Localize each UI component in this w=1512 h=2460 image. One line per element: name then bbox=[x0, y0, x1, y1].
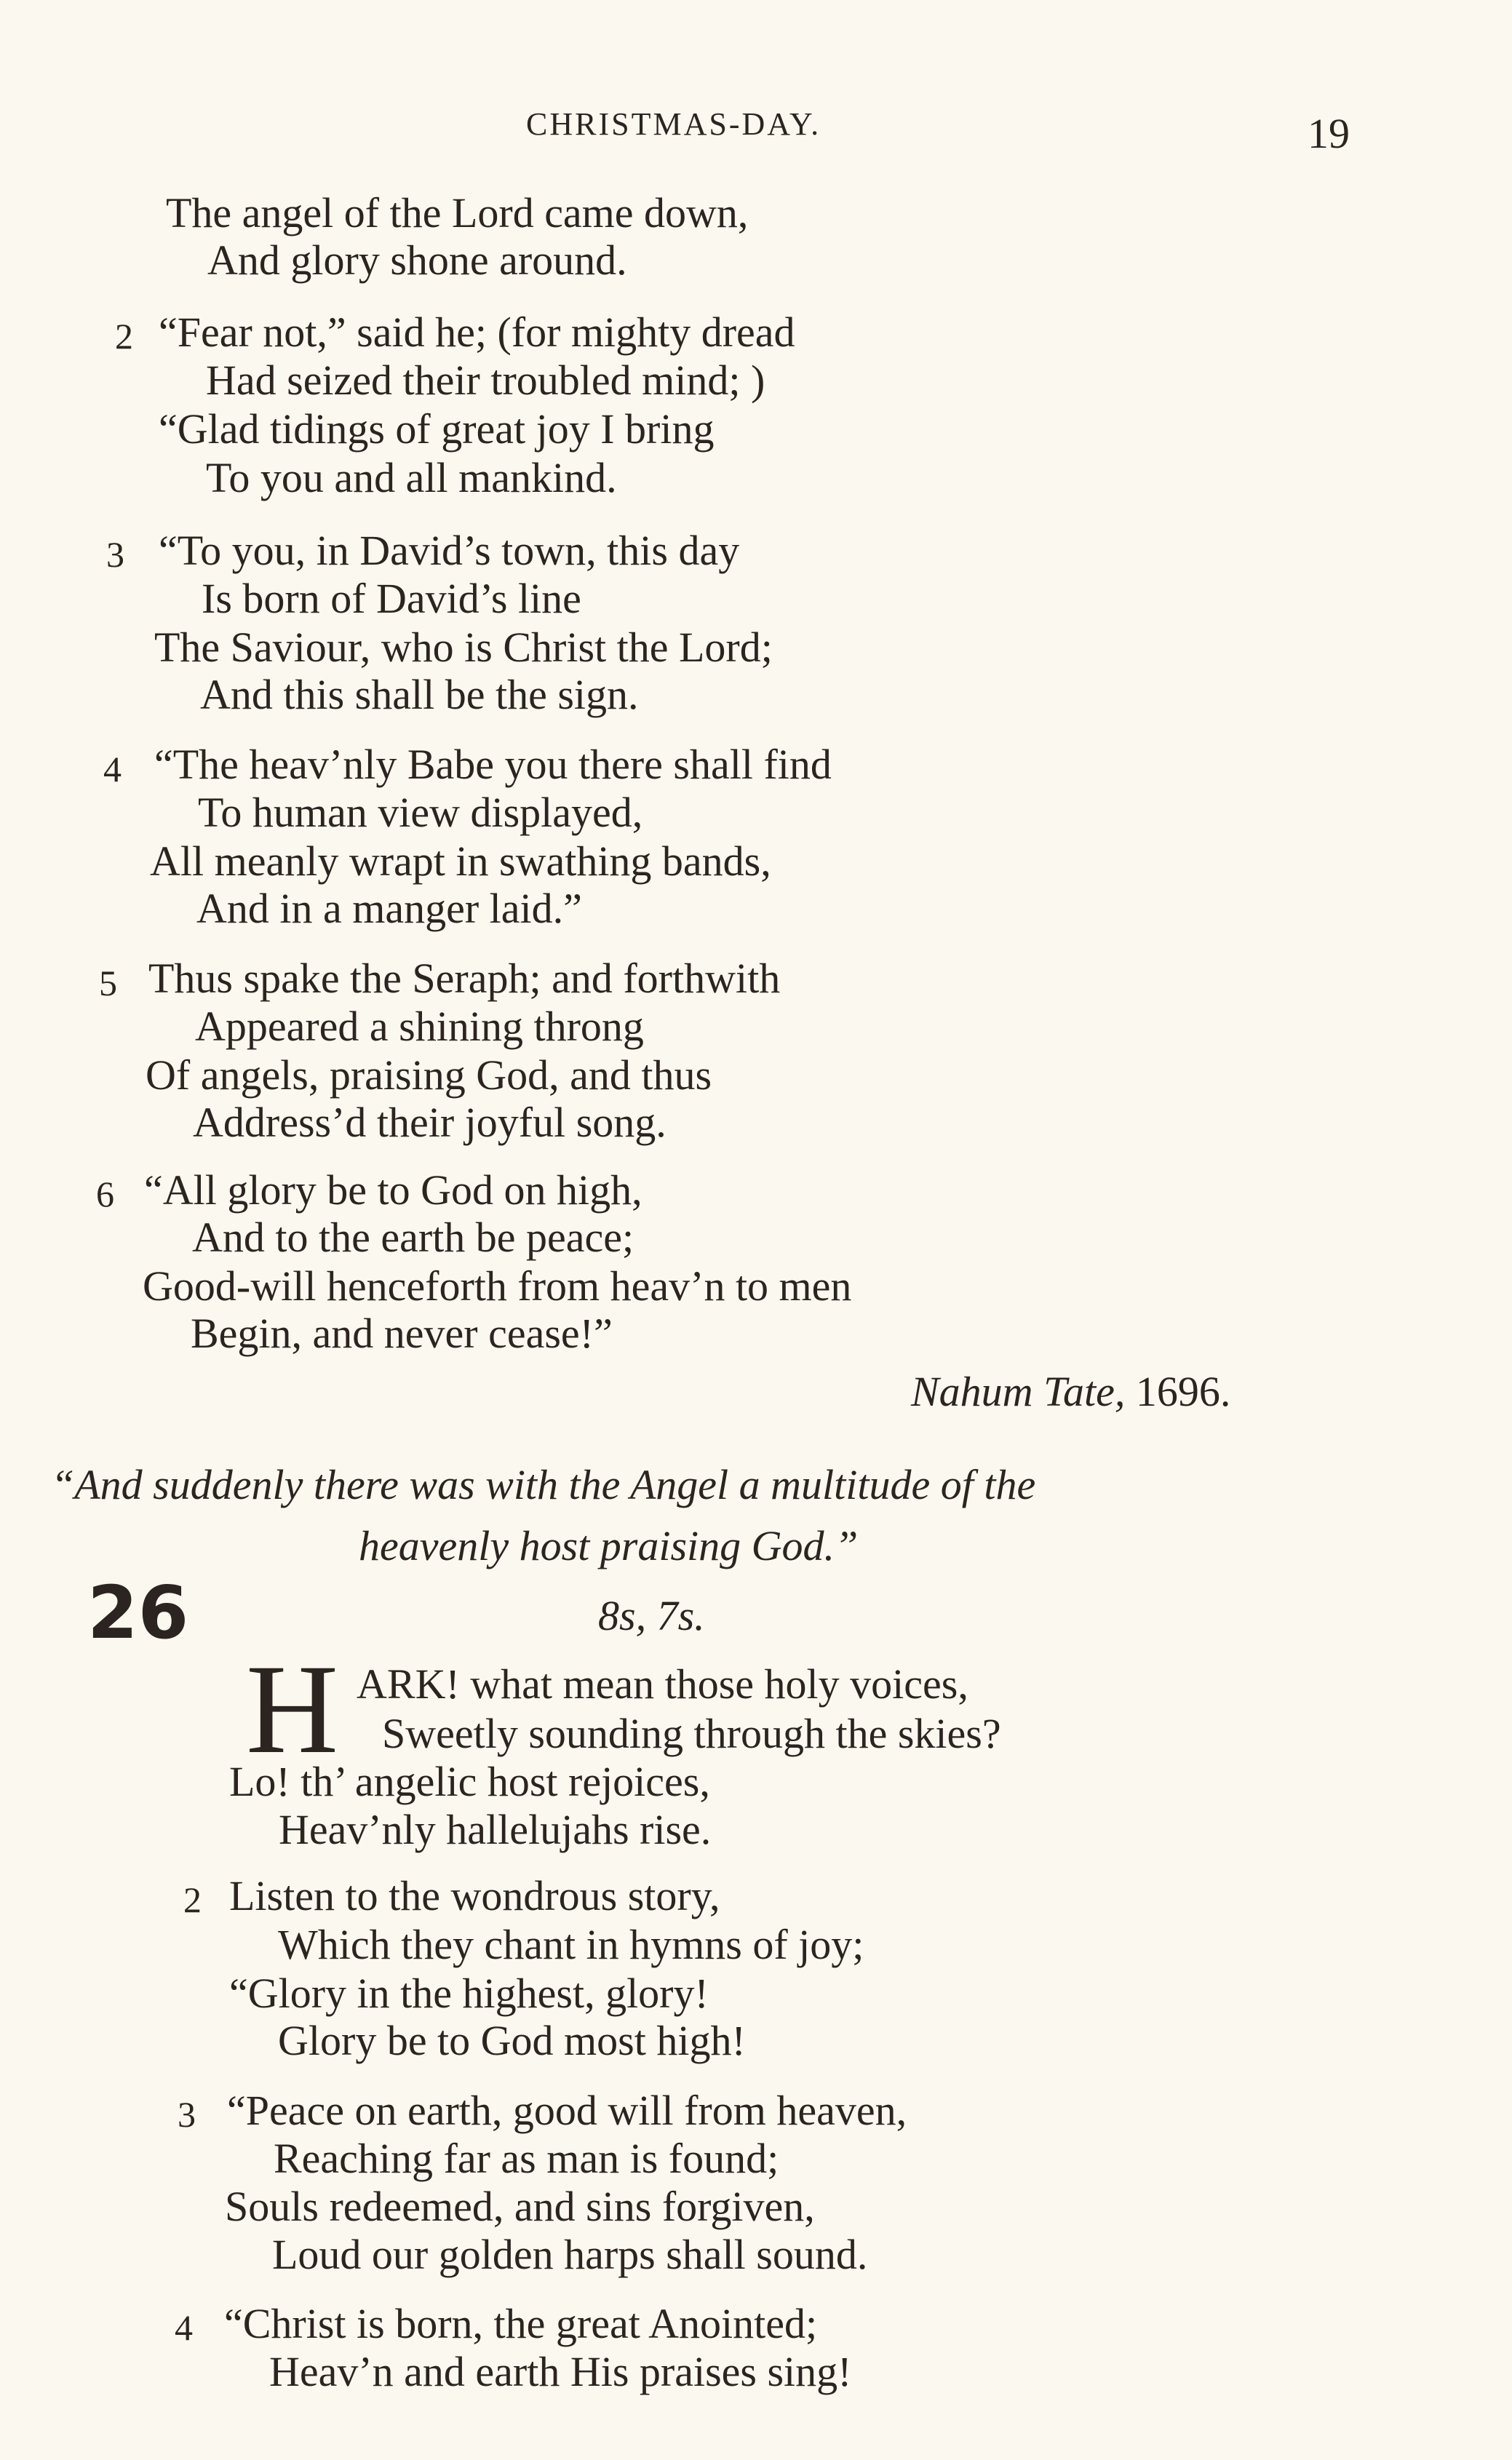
author-name: Nahum Tate, bbox=[911, 1368, 1126, 1415]
hymn-line: Begin, and never cease!” bbox=[191, 1310, 613, 1357]
hymn-line: “Peace on earth, good will from heaven, bbox=[227, 2087, 907, 2134]
hymn-line: Loud our golden harps shall sound. bbox=[272, 2231, 868, 2278]
hymn-line: All meanly wrapt in swathing bands, bbox=[150, 837, 771, 885]
verse-number: 3 bbox=[178, 2094, 196, 2135]
hymn-attribution bbox=[911, 1368, 1230, 1416]
verse-number: 5 bbox=[99, 963, 117, 1003]
hymn-line: Had seized their troubled mind; ) bbox=[206, 357, 765, 404]
hymn-line: Heav’nly hallelujahs rise. bbox=[279, 1806, 712, 1853]
verse-number: 6 bbox=[96, 1174, 114, 1214]
page-number: 19 bbox=[1308, 110, 1350, 157]
verse-number: 3 bbox=[106, 534, 124, 575]
hymn-line: “Fear not,” said he; (for mighty dread bbox=[159, 309, 795, 356]
hymn-line: “All glory be to God on high, bbox=[144, 1166, 642, 1214]
hymn-line: Heav’n and earth His praises sing! bbox=[269, 2348, 852, 2395]
hymn-line: And glory shone around. bbox=[207, 236, 627, 284]
hymn-line: Which they chant in hymns of joy; bbox=[278, 1921, 864, 1968]
hymn-line: Thus spake the Seraph; and forthwith bbox=[148, 955, 781, 1002]
running-header: CHRISTMAS-DAY. bbox=[526, 106, 821, 142]
hymn-line: Glory be to God most high! bbox=[278, 2017, 746, 2064]
epigraph-line: “And suddenly there was with the Angel a multitude of the bbox=[51, 1461, 1036, 1508]
hymn-line: The angel of the Lord came down, bbox=[166, 189, 749, 236]
hymn-line: Address’d their joyful song. bbox=[193, 1099, 667, 1146]
hymn-line: Reaching far as man is found; bbox=[274, 2135, 779, 2182]
epigraph-line: heavenly host praising God.” bbox=[359, 1522, 859, 1569]
hymn-line: Appeared a shining throng bbox=[195, 1003, 644, 1050]
verse-number: 4 bbox=[175, 2307, 193, 2348]
hymn-meter: 8s, 7s. bbox=[598, 1592, 705, 1639]
hymn-line: And in a manger laid.” bbox=[196, 885, 582, 932]
verse-number: 2 bbox=[115, 316, 133, 357]
hymn-line: Is born of David’s line bbox=[202, 575, 581, 622]
hymn-line: And to the earth be peace; bbox=[192, 1214, 634, 1261]
hymn-line: Lo! th’ angelic host rejoices, bbox=[229, 1758, 710, 1805]
hymn-line: “To you, in David’s town, this day bbox=[159, 527, 740, 574]
hymn-line: “Glad tidings of great joy I bring bbox=[159, 405, 715, 453]
hymn-line: ARK! what mean those holy voices, bbox=[357, 1660, 968, 1708]
hymn-line: To human view displayed, bbox=[198, 789, 643, 836]
hymn-line: Good-will henceforth from heav’n to men bbox=[143, 1262, 852, 1310]
hymn-line: “The heav’nly Babe you there shall find bbox=[154, 741, 832, 788]
drop-cap: H bbox=[246, 1639, 339, 1780]
hymn-line: The Saviour, who is Christ the Lord; bbox=[154, 624, 773, 671]
hymn-line: “Glory in the highest, glory! bbox=[229, 1970, 709, 2017]
hymn-number: 26 bbox=[87, 1570, 189, 1655]
hymn-line: Of angels, praising God, and thus bbox=[146, 1051, 712, 1099]
hymn-line: Sweetly sounding through the skies? bbox=[382, 1710, 1001, 1757]
verse-number: 2 bbox=[183, 1879, 202, 1920]
author-year: 1696. bbox=[1135, 1368, 1231, 1415]
verse-number: 4 bbox=[103, 749, 122, 789]
hymn-line: And this shall be the sign. bbox=[200, 671, 639, 718]
hymn-line: Souls redeemed, and sins forgiven, bbox=[225, 2183, 815, 2230]
hymn-line: To you and all mankind. bbox=[206, 454, 617, 501]
hymn-line: Listen to the wondrous story, bbox=[229, 1872, 720, 1919]
hymn-line: “Christ is born, the great Anointed; bbox=[224, 2300, 818, 2347]
